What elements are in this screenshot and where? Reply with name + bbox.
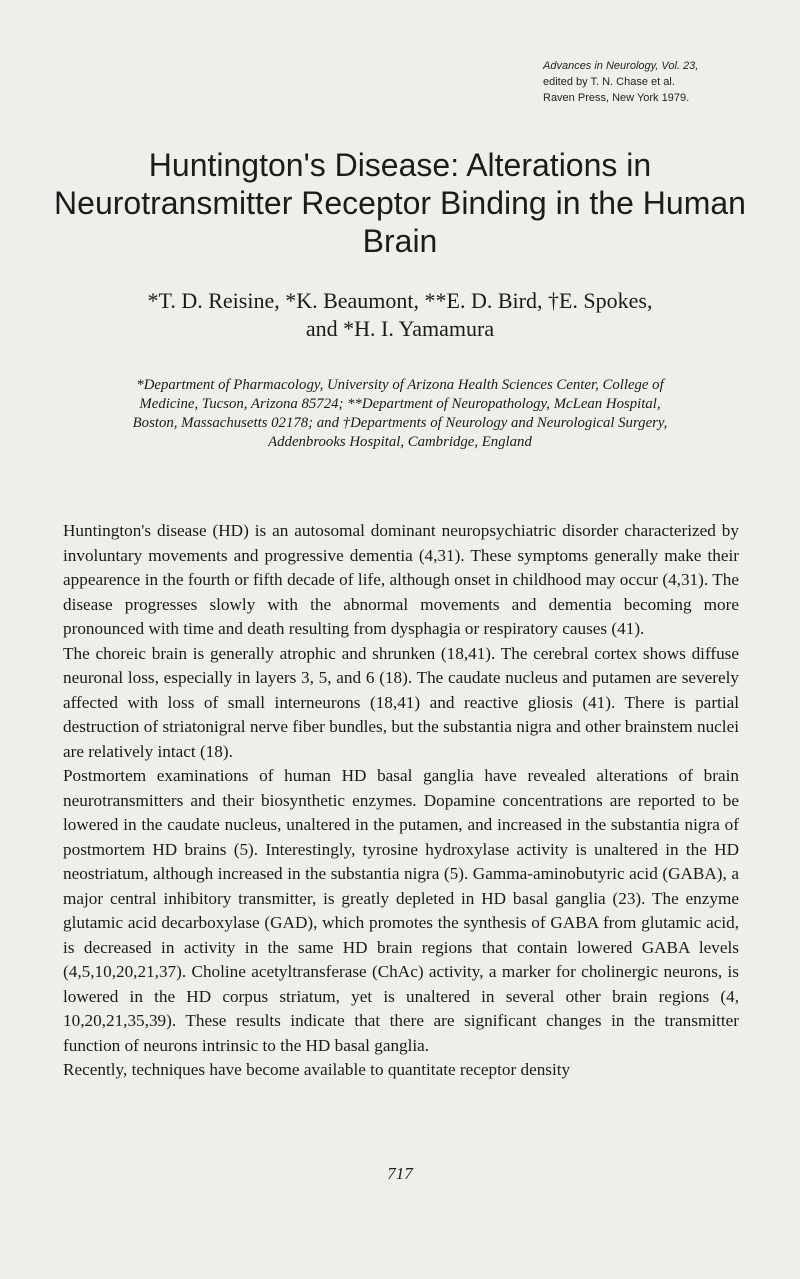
affiliation-line-4: Addenbrooks Hospital, Cambridge, England	[268, 434, 532, 450]
title-line-1: Huntington's Disease: Alterations in	[148, 147, 652, 183]
affiliation-line-1: *Department of Pharmacology, University of Arizona Health Sciences Center, College of	[136, 377, 664, 393]
citation-line-2: edited by T. N. Chase et al.	[543, 76, 675, 88]
article-title	[40, 146, 760, 260]
affiliations	[50, 376, 750, 452]
title-line-3: Brain	[362, 223, 438, 259]
citation-line-1: Advances in Neurology, Vol. 23,	[543, 60, 699, 72]
page-number: 717	[387, 1164, 413, 1183]
authors-line-1: *T. D. Reisine, *K. Beaumont, **E. D. Bird, †E. Spokes,	[147, 288, 653, 313]
title-line-2: Neurotransmitter Receptor Binding in the Human	[54, 185, 746, 221]
paragraph-4: Recently, techniques have become available to quantitate receptor density	[63, 1060, 571, 1079]
paragraph-1: Huntington's disease (HD) is an autosomal dominant neuropsychiatric disorder characterized by involuntary movements and progressive dementia (4,31). These symptoms generally make their appearence in the fourth or fifth decade of life, although onset in childhood may occur (4,31). The disease progresses slowly with the abnormal movements and dementia becoming more pronounced with time and death resulting from dysphagia or respiratory causes (41).	[63, 521, 739, 638]
paragraph-2: The choreic brain is generally atrophic and shrunken (18,41). The cerebral cortex shows diffuse neuronal loss, especially in layers 3, 5, and 6 (18). The caudate nucleus and putamen are severely affected with loss of small interneurons (18,41) and reactive gliosis (41). There is partial destruction of striatonigral nerve fiber bundles, but the substantia nigra and other brainstem nuclei are relatively intact (18).	[63, 643, 739, 761]
affiliation-line-2: Medicine, Tucson, Arizona 85724; **Department of Neuropathology, McLean Hospital,	[139, 396, 661, 412]
affiliation-line-3: Boston, Massachusetts 02178; and †Departments of Neurology and Neurological Surgery,	[132, 415, 668, 431]
paragraph-3: Postmortem examinations of human HD basal ganglia have revealed alterations of brain neurotransmitters and their biosynthetic enzymes. Dopamine concentrations are reported to be lowered in the caudate nucleus, unaltered in the putamen, and increased in the substantia nigra of postmortem HD brains (5). Interestingly, tyrosine hydroxylase activity is unaltered in the HD neostriatum, although increased in the substantia nigra (5). Gamma-aminobutyric acid (GABA), a major central inhibitory transmitter, is greatly depleted in HD basal ganglia (23). The enzyme glutamic acid decarboxylase (GAD), which promotes the synthesis of GABA from glutamic acid, is decreased in activity in the same HD brain regions that contain lowered GABA levels (4,5,10,20,21,37). Choline acetyltransferase (ChAc) activity, a marker for cholinergic neurons, is lowered in the HD corpus striatum, yet is unaltered in several other brain regions (4, 10,20,21,35,39). These results indicate that there are significant changes in the transmitter function of neurons intrinsic to the HD basal ganglia.	[63, 766, 739, 1055]
author-list	[40, 287, 760, 343]
journal-citation	[543, 58, 783, 106]
body-text	[63, 519, 739, 1083]
citation-line-3: Raven Press, New York 1979.	[543, 92, 690, 104]
authors-line-2: and *H. I. Yamamura	[305, 316, 495, 341]
